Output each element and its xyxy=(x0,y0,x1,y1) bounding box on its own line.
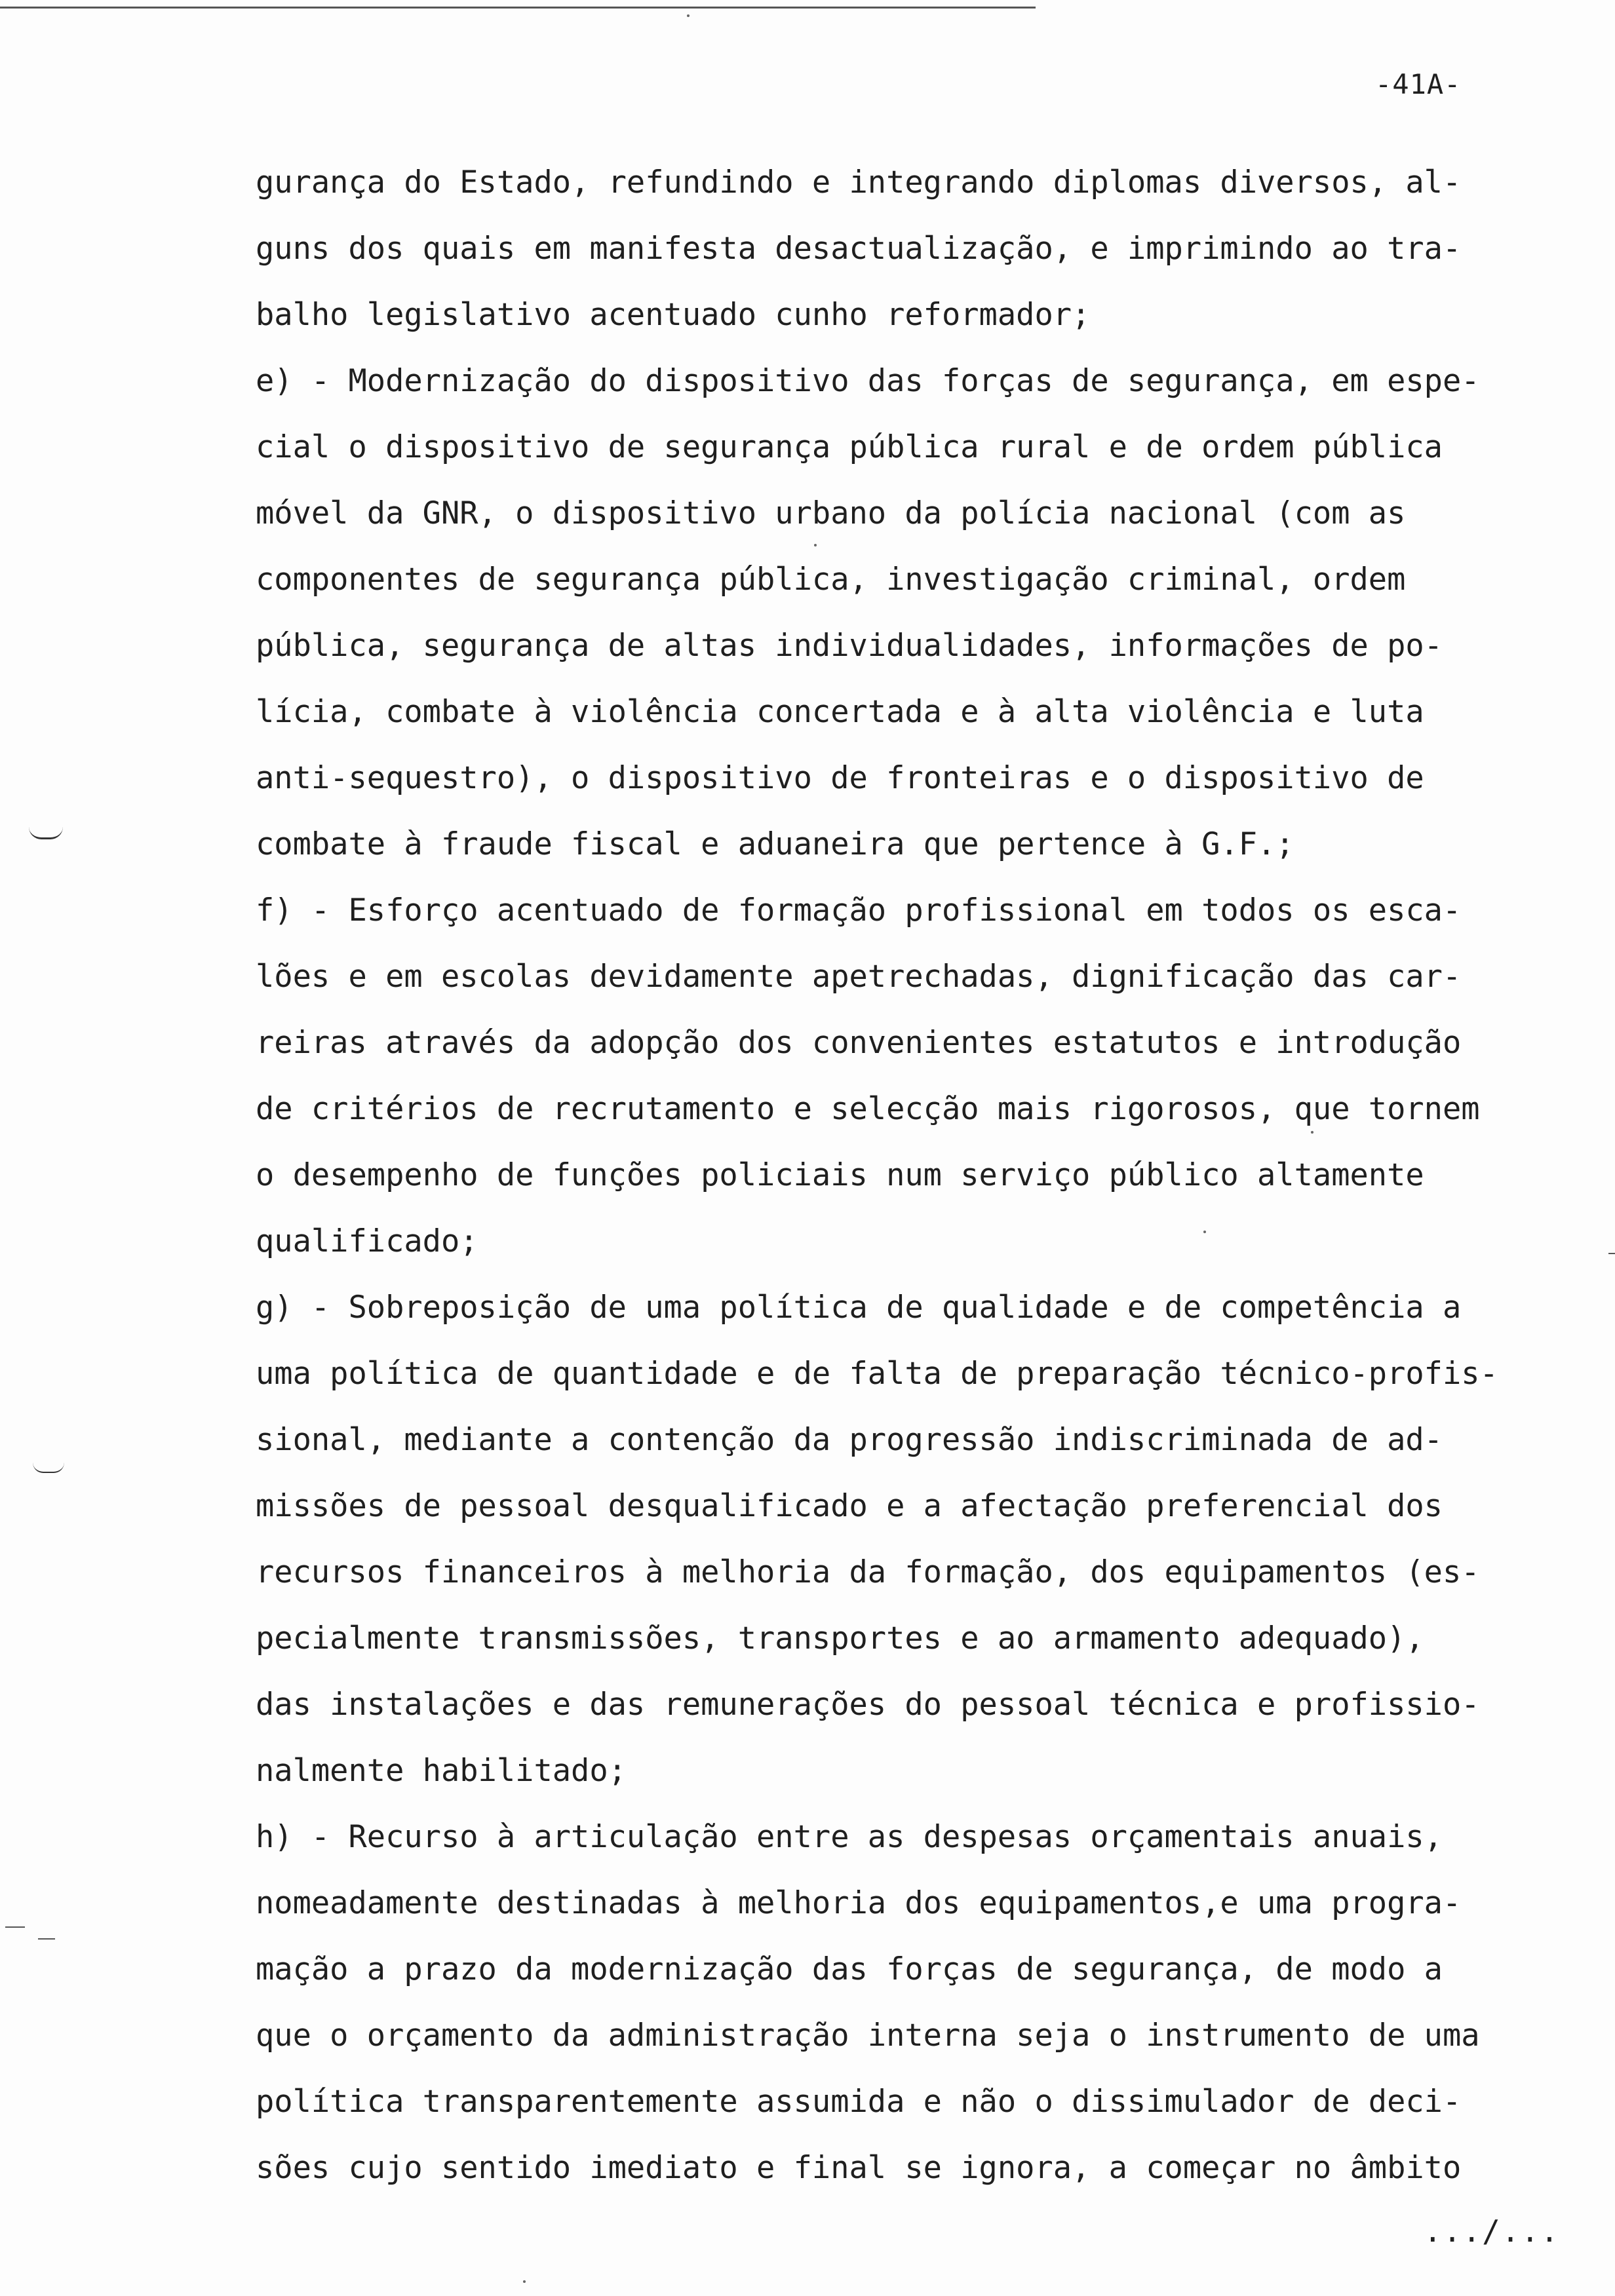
text-line: de critérios de recrutamento e selecção mais rigorosos, que tornem xyxy=(256,1091,1480,1127)
scan-speck xyxy=(1203,1231,1206,1233)
text-line: anti-sequestro), o dispositivo de fronteiras e o dispositivo de xyxy=(256,760,1424,796)
text-line: cial o dispositivo de segurança pública rural e de ordem pública xyxy=(256,429,1443,465)
scan-speck xyxy=(814,544,817,546)
text-line: pecialmente transmissões, transportes e ao armamento adequado), xyxy=(256,1620,1424,1656)
scan-speck xyxy=(523,2280,526,2283)
text-line: pública, segurança de altas individualidades, informações de po- xyxy=(256,628,1443,664)
text-line: componentes de segurança pública, investigação criminal, ordem xyxy=(256,562,1406,598)
continuation-marker: .../... xyxy=(1424,2213,1560,2249)
text-line: nalmente habilitado; xyxy=(256,1753,627,1789)
text-line: o desempenho de funções policiais num serviço público altamente xyxy=(256,1157,1424,1193)
margin-punch-mark xyxy=(29,827,63,839)
text-line: sões cujo sentido imediato e final se ignora, a começar no âmbito xyxy=(256,2150,1462,2186)
text-line: nomeadamente destinadas à melhoria dos equipamentos,e uma progra- xyxy=(256,1885,1462,1921)
text-line: combate à fraude fiscal e aduaneira que pertence à G.F.; xyxy=(256,826,1294,862)
scan-speck xyxy=(687,14,690,17)
top-rule xyxy=(0,7,1036,9)
text-line: que o orçamento da administração interna seja o instrumento de uma xyxy=(256,2018,1480,2054)
text-line: lões e em escolas devidamente apetrechadas, dignificação das car- xyxy=(256,959,1462,995)
page-number: -41A- xyxy=(1375,68,1462,100)
text-line: h) - Recurso à articulação entre as despesas orçamentais anuais, xyxy=(256,1819,1443,1855)
scan-speck xyxy=(1311,1131,1313,1134)
text-line: lícia, combate à violência concertada e à alta violência e luta xyxy=(256,694,1424,730)
text-line: das instalações e das remunerações do pessoal técnica e profissio- xyxy=(256,1687,1480,1723)
text-line: reiras através da adopção dos convenientes estatutos e introdução xyxy=(256,1025,1462,1061)
text-line: guns dos quais em manifesta desactualização, e imprimindo ao tra- xyxy=(256,231,1462,267)
text-line: sional, mediante a contenção da progressão indiscriminada de ad- xyxy=(256,1422,1443,1458)
text-line: balho legislativo acentuado cunho reformador; xyxy=(256,297,1091,333)
text-line: missões de pessoal desqualificado e a afectação preferencial dos xyxy=(256,1488,1443,1524)
text-line: g) - Sobreposição de uma política de qualidade e de competência a xyxy=(256,1290,1462,1326)
body-text xyxy=(256,149,1580,2201)
text-line: mação a prazo da modernização das forças de segurança, de modo a xyxy=(256,1951,1443,1987)
margin-dash xyxy=(5,1926,25,1928)
margin-dash xyxy=(38,1938,55,1940)
text-line: gurança do Estado, refundindo e integrando diplomas diversos, al- xyxy=(256,164,1462,201)
text-line: qualificado; xyxy=(256,1223,478,1259)
text-line: e) - Modernização do dispositivo das forças de segurança, em espe- xyxy=(256,363,1480,399)
text-line: f) - Esforço acentuado de formação profissional em todos os esca- xyxy=(256,892,1462,928)
text-line: uma política de quantidade e de falta de preparação técnico-profis- xyxy=(256,1356,1498,1392)
text-line: política transparentemente assumida e não o dissimulador de deci- xyxy=(256,2084,1462,2120)
text-line: recursos financeiros à melhoria da formação, dos equipamentos (es- xyxy=(256,1554,1480,1590)
margin-dash xyxy=(1608,1253,1615,1254)
margin-punch-mark xyxy=(33,1463,64,1473)
text-line: móvel da GNR, o dispositivo urbano da polícia nacional (com as xyxy=(256,495,1406,531)
